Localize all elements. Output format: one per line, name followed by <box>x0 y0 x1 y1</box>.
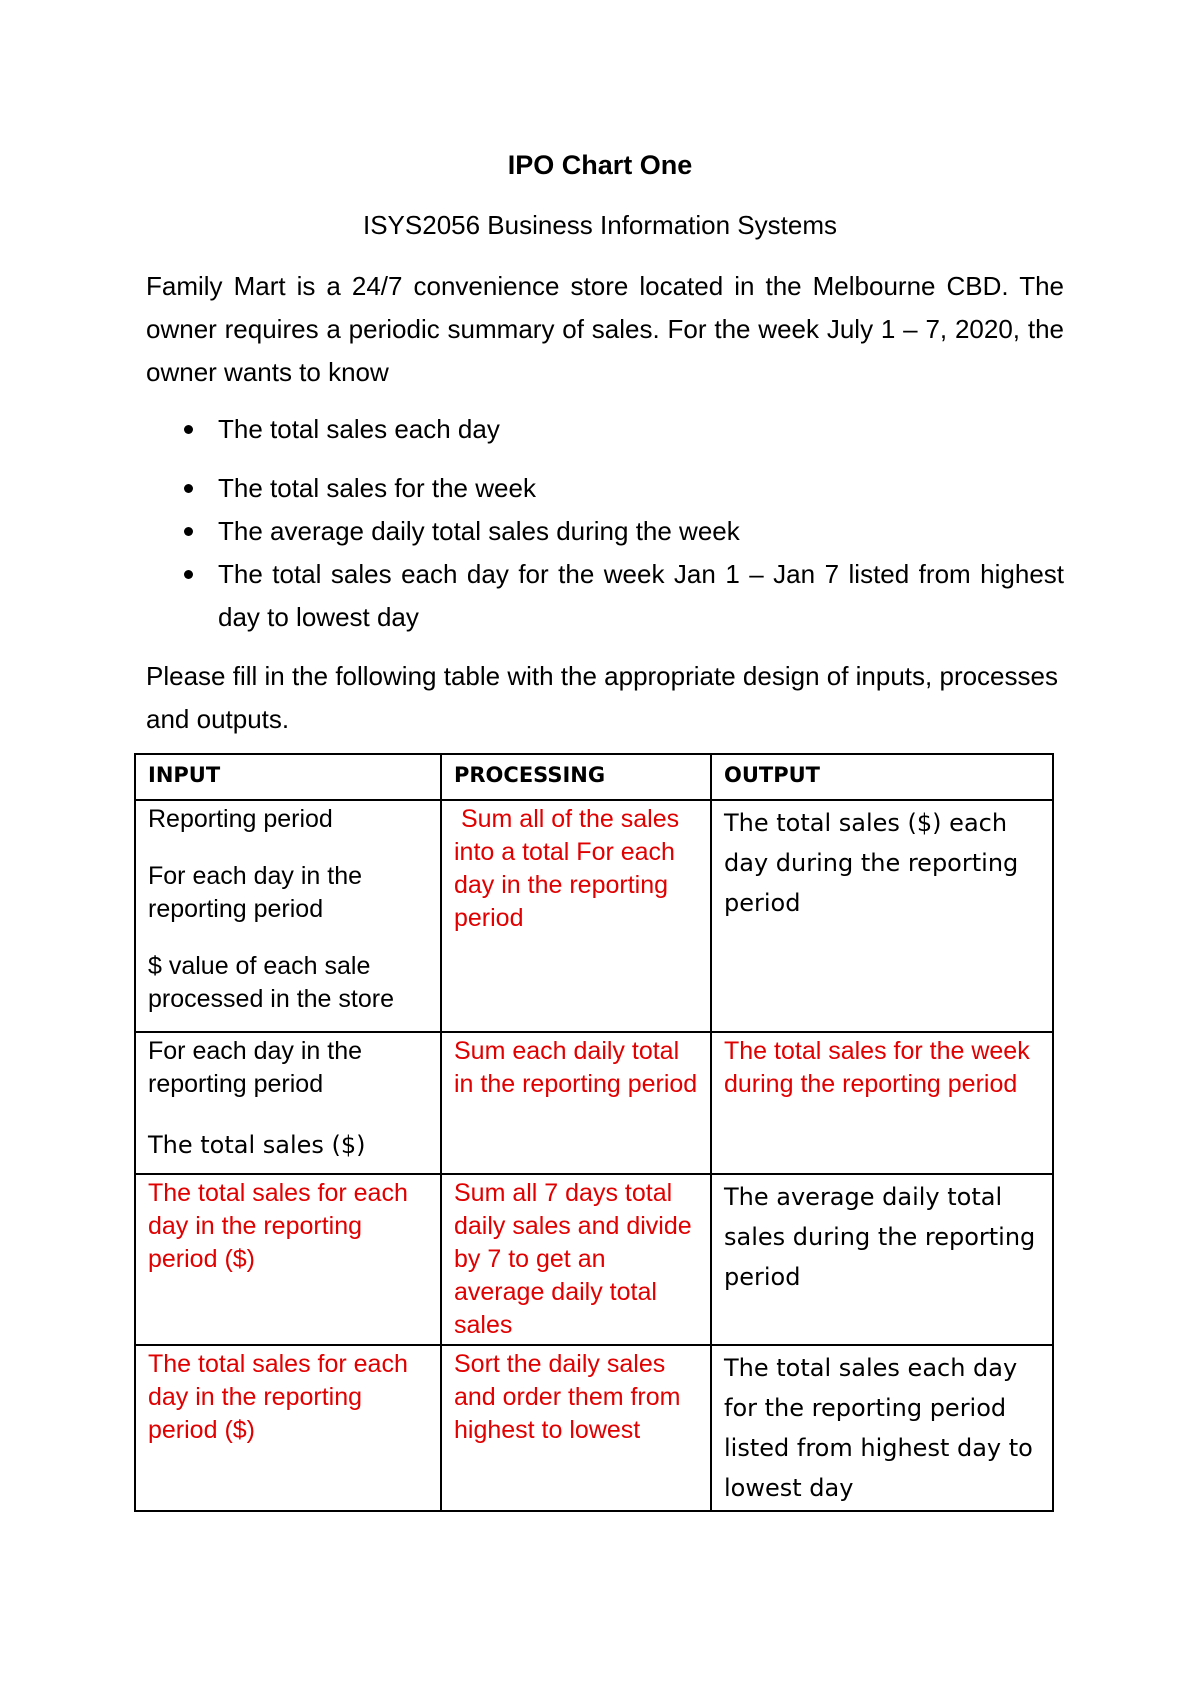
requirements-list <box>146 408 1064 639</box>
table-row <box>135 800 1053 1032</box>
header-input: INPUT <box>135 754 441 800</box>
input-cell: Reporting period For each day in the reporting period $ value of each sale processed in the store <box>135 800 441 1032</box>
bullet-icon <box>184 527 193 536</box>
table-row <box>135 1174 1053 1345</box>
processing-cell: Sort the daily sales and order them from highest to lowest <box>441 1345 711 1511</box>
intro-paragraph: Family Mart is a 24/7 convenience store located in the Melbourne CBD. The owner requires a periodic summary of sales. For the week July 1 – 7, 2020, the owner wants to know <box>146 271 1064 387</box>
header-output: OUTPUT <box>711 754 1053 800</box>
table-header-row <box>135 754 1053 800</box>
table-row <box>135 1345 1053 1511</box>
list-item: The average daily total sales during the week <box>146 510 1064 553</box>
instruction-paragraph: Please fill in the following table with the appropriate design of inputs, processes and outputs. <box>146 661 1058 734</box>
header-processing: PROCESSING <box>441 754 711 800</box>
list-item: The total sales each day <box>146 408 1064 451</box>
input-cell: The total sales for each day in the reporting period ($) <box>135 1345 441 1511</box>
table-row <box>135 1032 1053 1174</box>
output-cell: The total sales ($) each day during the reporting period <box>711 800 1053 1032</box>
output-cell: The total sales for the week during the reporting period <box>711 1032 1053 1174</box>
input-cell: For each day in the reporting period The total sales ($) <box>135 1032 441 1174</box>
processing-cell: Sum all of the sales into a total For each day in the reporting period <box>441 800 711 1032</box>
list-item: The total sales for the week <box>146 467 1064 510</box>
document-title: IPO Chart One <box>507 150 693 180</box>
processing-cell: Sum each daily total in the reporting period <box>441 1032 711 1174</box>
bullet-icon <box>184 570 193 579</box>
list-item: The total sales each day for the week Jan 1 – Jan 7 listed from highest day to lowest day <box>146 553 1064 639</box>
course-subtitle: ISYS2056 Business Information Systems <box>362 210 837 240</box>
bullet-icon <box>184 484 193 493</box>
bullet-icon <box>184 425 193 434</box>
output-cell: The average daily total sales during the reporting period <box>711 1174 1053 1345</box>
output-cell: The total sales each day for the reporting period listed from highest day to lowest day <box>711 1345 1053 1511</box>
input-cell: The total sales for each day in the reporting period ($) <box>135 1174 441 1345</box>
ipo-table <box>134 753 1054 1512</box>
processing-cell: Sum all 7 days total daily sales and divide by 7 to get an average daily total sales <box>441 1174 711 1345</box>
